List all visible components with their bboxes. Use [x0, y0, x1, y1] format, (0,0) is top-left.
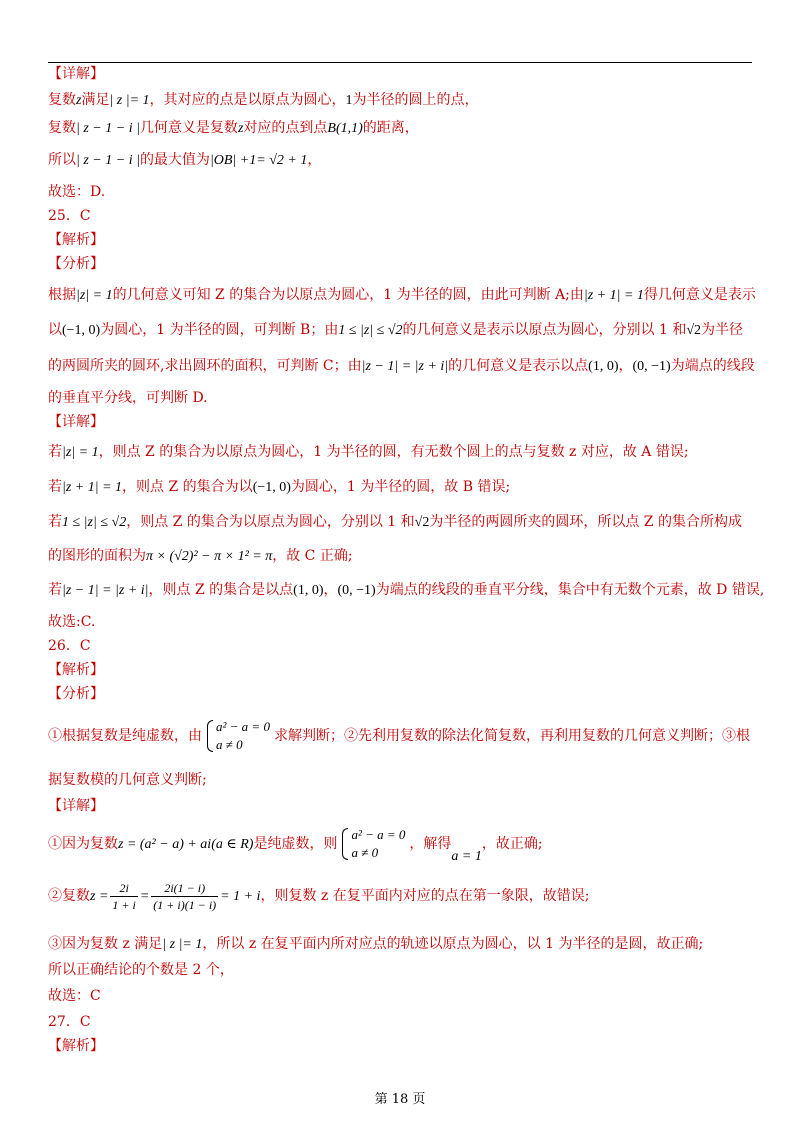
heading-fenxi: 【分析】 [48, 686, 104, 702]
equation-system: a² − a = 0 a ≠ 0 [341, 826, 405, 862]
text-line: 据复数模的几何意义判断; [48, 772, 207, 788]
answer-line: 故选:C. [48, 614, 96, 630]
text-line: 若|z| = 1，则点 Z 的集合为以原点为圆心，1 为半径的圆，有无数个圆上的点与复数 z 对应，故 A 错误; [48, 444, 689, 460]
text-line: 复数z满足| z |= 1，其对应的点是以原点为圆心，1为半径的圆上的点， [48, 92, 479, 108]
text-line: ①因为复数z = (a² − a) + ai(a ∈ R)是纯虚数，则 a² − a = 0 a ≠ 0 ，解得a = 1，故正确; [48, 827, 543, 864]
answer-line: 故选：C [48, 988, 101, 1004]
fraction: $\frac{2i(1 - i)}{(1 + i)(1 - i)}$ [153, 880, 217, 912]
text-line: 若|z + 1| = 1，则点 Z 的集合为以(−1, 0)为圆心，1 为半径的圆，故 B 错误; [48, 479, 511, 495]
text-line: 以(−1, 0)为圆心，1 为半径的圆，可判断 B；由1 ≤ |z| ≤ √2的几何意义是表示以原点为圆心，分别以 1 和√2为半径 [48, 322, 744, 338]
question-number: 25．C [48, 208, 91, 224]
heading-analysis: 【解析】 [48, 662, 104, 678]
fraction: $\frac{2i}{1 + i}$ [112, 880, 136, 912]
text-line: ①根据复数是纯虚数，由 a² − a = 0 a ≠ 0 求解判断；②先利用复数的除法化简复数，再利用复数的几何意义判断；③根 [48, 719, 750, 752]
text-line: 的图形的面积为π × (√2)² − π × 1² = π，故 C 正确; [48, 548, 353, 564]
heading-detail: 【详解】 [48, 798, 104, 814]
question-number: 27．C [48, 1014, 91, 1030]
heading-detail: 【详解】 [48, 66, 104, 82]
heading-analysis: 【解析】 [48, 1038, 104, 1054]
page-number: 第 18 页 [374, 1092, 426, 1107]
text-line: 若|z − 1| = |z + i|，则点 Z 的集合是以点(1, 0)，(0, −1)为端点的线段的垂直平分线，集合中有无数个元素，故 D 错误, [48, 582, 765, 598]
text-line: 根据|z| = 1的几何意义可知 Z 的集合为以原点为圆心，1 为半径的圆，由此可判断 A;由|z + 1| = 1得几何意义是表示 [48, 287, 756, 303]
text-line: 的两圆所夹的圆环,求出圆环的面积，可判断 C；由|z − 1| = |z + i|的几何意义是表示以点(1, 0)，(0, −1)为端点的线段 [48, 358, 755, 374]
answer-line: 故选：D. [48, 184, 106, 200]
text-line: ②复数z = $\frac{2i}{1 + i}$ = $\frac{2i(1 - i)}{(1 + i)(1 - i)}$ = 1 + i，则复数 z 在复平面内对应的点在第一象限，故错误; [48, 880, 590, 912]
text-line: 的垂直平分线，可判断 D. [48, 390, 208, 406]
text-line: ③因为复数 z 满足| z |= 1，所以 z 在复平面内所对应点的轨迹以原点为圆心，以 1 为半径的是圆，故正确; [48, 936, 704, 952]
header-rule [48, 62, 752, 63]
text-line: 所以正确结论的个数是 2 个， [48, 962, 234, 978]
heading-fenxi: 【分析】 [48, 256, 104, 272]
text-line: 所以| z − 1 − i |的最大值为|OB| +1= √2 + 1， [48, 152, 322, 168]
question-number: 26．C [48, 638, 91, 654]
heading-analysis: 【解析】 [48, 232, 104, 248]
heading-detail: 【详解】 [48, 414, 104, 430]
text-line: 复数| z − 1 − i |几何意义是复数z对应的点到点B(1,1)的距离， [48, 120, 419, 136]
text-line: 若1 ≤ |z| ≤ √2，则点 Z 的集合为以原点为圆心，分别以 1 和√2为半径的两圆所夹的圆环，所以点 Z 的集合所构成 [48, 514, 742, 530]
equation-system: a² − a = 0 a ≠ 0 [206, 718, 270, 754]
